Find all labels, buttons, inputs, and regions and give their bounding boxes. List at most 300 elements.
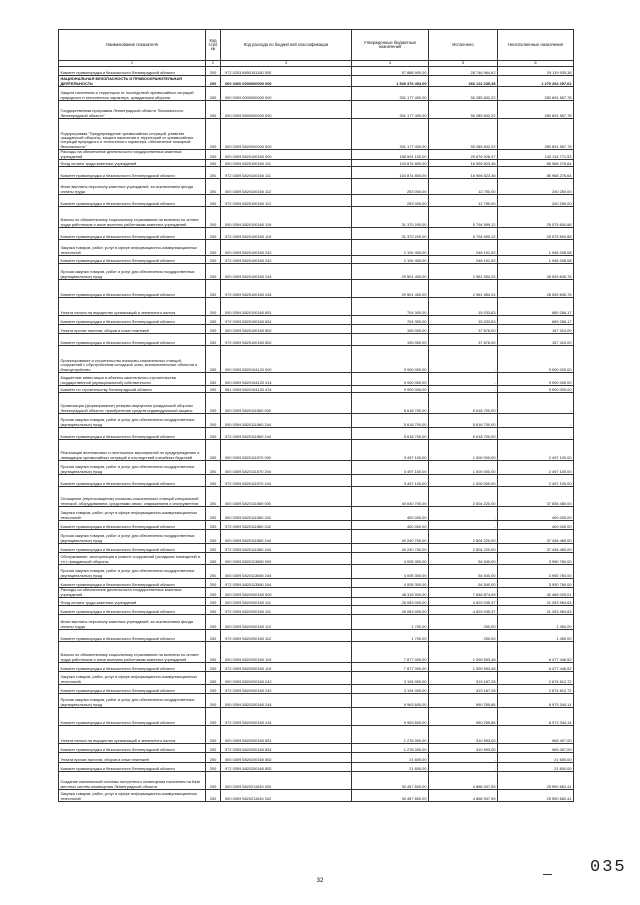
cell-approved: 9 900 000,00 — [352, 346, 429, 373]
cell-approved: 168 591 100,00 — [352, 150, 429, 160]
cell-line-code: 200 — [206, 487, 221, 507]
cell-approved: 3 194 000,00 — [352, 685, 429, 694]
cell-unexecuted: 25 590 662,41 — [498, 772, 574, 790]
cell-approved: 7 877 000,00 — [352, 663, 429, 672]
cell-executed: 5 794 599,12 — [429, 228, 498, 240]
cell-executed: 4 829 035,37 — [429, 606, 498, 615]
table-row — [59, 642, 574, 663]
column-number: 4 — [352, 61, 429, 67]
cell-indicator-name: Комитет правопорядка и безопасности Ленинградской области — [59, 475, 206, 487]
table-row — [59, 414, 574, 428]
cell-line-code: 200 — [206, 87, 221, 101]
cell-indicator-name: Закупка товаров, работ, услуг в сфере информационно-коммуникационных технологий — [59, 507, 206, 521]
cell-line-code: 200 — [206, 588, 221, 598]
cell-line-code: 200 — [206, 606, 221, 615]
page-number: 32 — [316, 878, 324, 884]
cell-approved: 29 501 400,00 — [352, 280, 429, 298]
cell-indicator-name: Комитет правопорядка и безопасности Ленинградской области — [59, 256, 206, 264]
cell-unexecuted: 2 497 100,00 — [498, 475, 574, 487]
cell-executed: 246 191,92 — [429, 256, 498, 264]
cell-budget-code: 972 0309 5820100160 119 — [221, 228, 352, 240]
cell-budget-code: 000 0309 5820100160 111 — [221, 160, 352, 167]
cell-indicator-name: Комитет правопорядка и безопасности Ленинградской области — [59, 428, 206, 440]
cell-approved: 4 005 300,00 — [352, 565, 429, 579]
table-row — [59, 67, 574, 76]
cell-indicator-name: Прочая закупка товаров, работ и услуг для обеспечения государственных (муниципальных) нужд — [59, 694, 206, 708]
cell-line-code: 200 — [206, 325, 221, 334]
cell-approved: 3 497 100,00 — [352, 461, 429, 475]
cell-approved: 40 240 700,00 — [352, 530, 429, 544]
cell-executed: 2 804 220,00 — [429, 544, 498, 553]
table-row — [59, 167, 574, 179]
cell-line-code: 200 — [206, 228, 221, 240]
cell-executed: 310 593,00 — [429, 744, 498, 753]
cell-indicator-name: Подпрограмма "Предупреждение чрезвычайных ситуаций, развитие гражданской обороны, защита населения и территорий от чрезвычайных ситуаций природного и техногенного характера, обеспечение пожарной безопасности" — [59, 119, 206, 150]
table-row — [59, 521, 574, 530]
table-body — [59, 67, 574, 802]
cell-budget-code: 000 0309 5820100160 244 — [221, 264, 352, 280]
cell-line-code: 200 — [206, 119, 221, 150]
table-row — [59, 685, 574, 694]
cell-unexecuted: 26 539 845,76 — [498, 264, 574, 280]
column-number: 1 — [59, 61, 206, 67]
cell-approved: 31 370 200,00 — [352, 207, 429, 228]
table-row — [59, 87, 574, 101]
cell-approved: 4 005 300,00 — [352, 553, 429, 565]
cell-executed: 250,00 — [429, 630, 498, 642]
cell-line-code: 200 — [206, 553, 221, 565]
cell-line-code: 200 — [206, 753, 221, 763]
cell-budget-code: 000 0309 0000000000 000 — [221, 87, 352, 101]
cell-executed: 1 399 553,48 — [429, 642, 498, 663]
cell-executed: 16 906 523,36 — [429, 160, 498, 167]
cell-approved: 31 370 200,00 — [352, 228, 429, 240]
cell-approved: 9 963 600,00 — [352, 708, 429, 726]
table-row — [59, 150, 574, 160]
cell-unexecuted: 1 946 208,08 — [498, 240, 574, 256]
cell-approved: 1 276 000,00 — [352, 744, 429, 753]
cell-budget-code: 000 0309 5820100160 119 — [221, 207, 352, 228]
cell-executed: 50 285 832,22 — [429, 87, 498, 101]
cell-unexecuted: 9 900 000,00 — [498, 386, 574, 393]
table-row — [59, 663, 574, 672]
cell-approved: 253 000,00 — [352, 179, 429, 195]
cell-indicator-name: Комитет правопорядка и безопасности Ленинградской области — [59, 685, 206, 694]
cell-approved: 103 874 800,00 — [352, 167, 429, 179]
cell-approved: 9 900 000,00 — [352, 386, 429, 393]
cell-approved: 400 000,00 — [352, 521, 429, 530]
cell-budget-code: 000 0309 5820100160 112 — [221, 179, 352, 195]
cell-budget-code: 000 0309 5820211540 242 — [221, 790, 352, 802]
cell-line-code: 200 — [206, 393, 221, 414]
table-row — [59, 744, 574, 753]
cell-approved: 1 545 376 493,00 — [352, 76, 429, 87]
cell-approved: 7 877 000,00 — [352, 642, 429, 663]
cell-budget-code: 000 0309 5820200160 242 — [221, 672, 352, 685]
cell-approved: 4 005 300,00 — [352, 579, 429, 588]
cell-indicator-name: Прочая закупка товаров, работ и услуг для обеспечения государственных (муниципальных) нужд — [59, 461, 206, 475]
budget-execution-report — [58, 29, 573, 802]
cell-indicator-name: Взносы по обязательному социальному страхованию на выплаты по оплате труда работников и иные выплаты работникам казенных учреждений — [59, 207, 206, 228]
table-row — [59, 440, 574, 461]
cell-indicator-name: Уплата прочих налогов, сборов и иных платежей — [59, 753, 206, 763]
cell-line-code: 200 — [206, 67, 221, 76]
table-row — [59, 428, 574, 440]
cell-unexecuted: 965 407,00 — [498, 744, 574, 753]
cell-line-code: 200 — [206, 101, 221, 119]
cell-line-code: 200 — [206, 195, 221, 207]
cell-line-code: 200 — [206, 179, 221, 195]
cell-approved: 2 192 400,00 — [352, 256, 429, 264]
header-executed: Исполнено — [429, 30, 498, 61]
table-row — [59, 672, 574, 685]
cell-budget-code: 000 0309 5820104120 000 — [221, 346, 352, 373]
cell-indicator-name: Взносы по обязательному социальному страхованию на выплаты по оплате труда работников и иные выплаты работникам казенных учреждений — [59, 642, 206, 663]
cell-unexecuted: 1 279 254 257,62 — [498, 76, 574, 87]
cell-budget-code: 972 0309 5820200160 852 — [221, 763, 352, 772]
table-row — [59, 487, 574, 507]
cell-unexecuted: 1 946 208,08 — [498, 256, 574, 264]
table-row — [59, 316, 574, 325]
header-approved: Утвержденные бюджетные назначения — [352, 30, 429, 61]
table-row — [59, 565, 574, 579]
cell-executed: 16 906 523,36 — [429, 167, 498, 179]
cell-budget-code: 000 0309 5820111560 244 — [221, 414, 352, 428]
cell-indicator-name: Комитет по строительству Ленинградской области — [59, 386, 206, 393]
cell-budget-code: 000 0309 5820113580 244 — [221, 565, 352, 579]
cell-unexecuted: 2 874 812,72 — [498, 685, 574, 694]
cell-budget-code: 000 0309 5820111570 244 — [221, 461, 352, 475]
cell-executed: - — [429, 373, 498, 386]
cell-approved: 331 177 400,00 — [352, 119, 429, 150]
table-row — [59, 264, 574, 280]
cell-budget-code: 972 0309 5820111560 244 — [221, 428, 352, 440]
cell-line-code: 200 — [206, 772, 221, 790]
cell-budget-code: 000 0309 5820111580 242 — [221, 507, 352, 521]
cell-indicator-name: Иные выплаты персоналу казенных учреждений, за исключением фонда оплаты труда — [59, 615, 206, 630]
cell-approved: 253 000,00 — [352, 195, 429, 207]
cell-unexecuted: 400 000,00 — [498, 507, 574, 521]
cell-unexecuted: 2 497 100,00 — [498, 440, 574, 461]
table-row — [59, 240, 574, 256]
cell-indicator-name: Комитет правопорядка и безопасности Ленинградской области — [59, 334, 206, 346]
table-row — [59, 160, 574, 167]
cell-executed: 5 618 700,00 — [429, 414, 498, 428]
table-row — [59, 606, 574, 615]
column-number: 2 — [206, 61, 221, 67]
cell-executed: 319 187,28 — [429, 685, 498, 694]
cell-unexecuted: 9 900 000,00 — [498, 346, 574, 373]
cell-unexecuted: 86 968 276,64 — [498, 167, 574, 179]
cell-unexecuted: 240 250,00 — [498, 195, 574, 207]
cell-indicator-name: Комитет правопорядка и безопасности Ленинградской области — [59, 606, 206, 615]
cell-indicator-name: Бюджетные инвестиции в объекты капитального строительства государственной (муниципальной) собственности — [59, 373, 206, 386]
cell-indicator-name: Комитет правопорядка и безопасности Ленинградской области — [59, 744, 206, 753]
table-row — [59, 461, 574, 475]
table-row — [59, 346, 574, 373]
cell-approved: 40 640 700,00 — [352, 487, 429, 507]
cell-approved: 400 000,00 — [352, 507, 429, 521]
cell-indicator-name: Комитет правопорядка и безопасности Ленинградской области — [59, 663, 206, 672]
cell-executed: 37 676,00 — [429, 325, 498, 334]
cell-budget-code: 961 0309 5820104120 414 — [221, 386, 352, 393]
cell-unexecuted: 1 450,00 — [498, 630, 574, 642]
header-unexecuted: Неисполненные назначения — [498, 30, 574, 61]
cell-line-code: 200 — [206, 264, 221, 280]
cell-executed: 1 000 000,00 — [429, 440, 498, 461]
cell-indicator-name: Организация (формирование) резерва имущества гражданской обороны Ленинградской области, приобретение средств индивидуальной защиты — [59, 393, 206, 414]
header-line-code: Код стро ки — [206, 30, 221, 61]
cell-approved: 26 083 000,00 — [352, 606, 429, 615]
cell-indicator-name: Расходы на обеспечение деятельности государственных казенных учреждений — [59, 150, 206, 160]
cell-budget-code: 972 0309 5820200160 242 — [221, 685, 352, 694]
column-number: 6 — [498, 61, 574, 67]
cell-indicator-name: Комитет правопорядка и безопасности Ленинградской области — [59, 521, 206, 530]
cell-executed: 15 033,83 — [429, 316, 498, 325]
cell-line-code: 200 — [206, 240, 221, 256]
table-row — [59, 726, 574, 744]
cell-line-code: 200 — [206, 150, 221, 160]
cell-unexecuted: 21 600,00 — [498, 753, 574, 763]
cell-approved: 2 192 400,00 — [352, 240, 429, 256]
table-row — [59, 507, 574, 521]
cell-executed: 2 961 554,24 — [429, 280, 498, 298]
cell-indicator-name: Уплата прочих налогов, сборов и иных платежей — [59, 325, 206, 334]
cell-indicator-name: Комитет правопорядка и безопасности Ленинградской области — [59, 167, 206, 179]
cell-indicator-name: Реализация внеплановых и неотложных мероприятий по предупреждению и ликвидации чрезвычайных ситуаций и последствий стихийных бедствий — [59, 440, 206, 461]
cell-unexecuted: 21 600,00 — [498, 763, 574, 772]
table-row — [59, 553, 574, 565]
cell-budget-code: 000 0309 5820200160 244 — [221, 694, 352, 708]
cell-approved: 26 083 000,00 — [352, 598, 429, 606]
cell-indicator-name: Фонд оплаты труда казенных учреждений — [59, 160, 206, 167]
table-row — [59, 280, 574, 298]
cell-unexecuted: 157 324,00 — [498, 325, 574, 334]
cell-line-code: 200 — [206, 207, 221, 228]
cell-line-code: 200 — [206, 428, 221, 440]
cell-unexecuted: 689 266,17 — [498, 316, 574, 325]
cell-line-code: 200 — [206, 763, 221, 772]
cell-unexecuted: 2 874 812,72 — [498, 672, 574, 685]
cell-line-code: 200 — [206, 615, 221, 630]
cell-approved: 30 457 600,00 — [352, 790, 429, 802]
table-row — [59, 588, 574, 598]
cell-executed: 5 618 700,00 — [429, 393, 498, 414]
cell-budget-code: 000 0309 5820200160 851 — [221, 726, 352, 744]
table-row — [59, 298, 574, 316]
cell-line-code: 200 — [206, 280, 221, 298]
cell-line-code: 200 — [206, 373, 221, 386]
table-row — [59, 790, 574, 802]
cell-line-code: 200 — [206, 708, 221, 726]
cell-approved: 5 618 700,00 — [352, 414, 429, 428]
cell-executed: 1 000 000,00 — [429, 461, 498, 475]
cell-budget-code: 972 0309 5820200160 112 — [221, 630, 352, 642]
table-row — [59, 334, 574, 346]
cell-indicator-name: Проектирование и строительство поисково-спасательных станций, сооружений с обустройством складской зоны, вспомогательных объектов и благоустройство — [59, 346, 206, 373]
cell-budget-code: 000 0309 5820200160 000 — [221, 588, 352, 598]
cell-indicator-name: НАЦИОНАЛЬНАЯ БЕЗОПАСНОСТЬ И ПРАВООХРАНИТЕЛЬНАЯ ДЕЯТЕЛЬНОСТЬ — [59, 76, 206, 87]
cell-unexecuted: 37 836 480,00 — [498, 487, 574, 507]
table-row — [59, 179, 574, 195]
cell-budget-code: 972 0309 5820111570 244 — [221, 475, 352, 487]
cell-unexecuted: 3 950 760,00 — [498, 565, 574, 579]
table-row — [59, 393, 574, 414]
cell-approved: 48 316 900,00 — [352, 588, 429, 598]
cell-budget-code: 972 0203 6890151180 530 — [221, 67, 352, 76]
cell-indicator-name: Комитет правопорядка и безопасности Ленинградской области — [59, 708, 206, 726]
cell-line-code: 200 — [206, 76, 221, 87]
cell-unexecuted: 21 253 964,63 — [498, 598, 574, 606]
cell-indicator-name: Обслуживание, эксплуатация и ремонт сооружений (складских помещений и т.п.) гражданской обороны — [59, 553, 206, 565]
cell-executed: 50 285 832,22 — [429, 101, 498, 119]
cell-budget-code: 000 0309 5820111580 244 — [221, 530, 352, 544]
cell-approved: 5 618 700,00 — [352, 428, 429, 440]
cell-budget-code: 972 0309 5820100160 242 — [221, 256, 352, 264]
cell-indicator-name: Фонд оплаты труда казенных учреждений — [59, 598, 206, 606]
stamp-dash — [543, 874, 552, 875]
cell-line-code: 200 — [206, 598, 221, 606]
table-row — [59, 373, 574, 386]
cell-executed: 4 866 937,59 — [429, 790, 498, 802]
cell-approved: 3 497 100,00 — [352, 475, 429, 487]
cell-unexecuted: 240 250,00 — [498, 179, 574, 195]
table-row — [59, 694, 574, 708]
cell-unexecuted: 3 950 760,00 — [498, 553, 574, 565]
table-row — [59, 579, 574, 588]
cell-indicator-name: Расходы на обеспечение деятельности государственных казенных учреждений — [59, 588, 206, 598]
cell-line-code: 200 — [206, 521, 221, 530]
cell-executed: 250,00 — [429, 615, 498, 630]
cell-executed: 12 750,00 — [429, 179, 498, 195]
table-row — [59, 598, 574, 606]
table-row — [59, 544, 574, 553]
cell-budget-code: 000 0309 5820104120 414 — [221, 373, 352, 386]
cell-indicator-name: Прочая закупка товаров, работ и услуг для обеспечения государственных (муниципальных) нужд — [59, 530, 206, 544]
cell-budget-code: 000 0309 5820200160 852 — [221, 753, 352, 763]
cell-budget-code: 972 0309 5820100160 111 — [221, 167, 352, 179]
cell-budget-code: 000 0309 5820100160 852 — [221, 325, 352, 334]
cell-line-code: 200 — [206, 160, 221, 167]
cell-unexecuted: 8 973 344,14 — [498, 708, 574, 726]
cell-executed: - — [429, 507, 498, 521]
cell-unexecuted: 40 468 025,01 — [498, 588, 574, 598]
table-row — [59, 530, 574, 544]
cell-indicator-name: Прочая закупка товаров, работ и услуг для обеспечения государственных (муниципальных) нужд — [59, 565, 206, 579]
cell-unexecuted: 6 477 446,52 — [498, 663, 574, 672]
cell-line-code: 200 — [206, 298, 221, 316]
cell-budget-code: 972 0309 5820113580 244 — [221, 579, 352, 588]
cell-executed: 1 399 553,48 — [429, 663, 498, 672]
cell-executed: 266 122 235,38 — [429, 76, 498, 87]
cell-approved: 331 177 400,00 — [352, 87, 429, 101]
cell-indicator-name: Создание комплексной системы экстренного оповещения населения на базе местных систем оповещения Ленинградской области — [59, 772, 206, 790]
cell-indicator-name: Закупка товаров, работ, услуг в сфере информационно-коммуникационных технологий — [59, 672, 206, 685]
cell-indicator-name: Комитет правопорядка и безопасности Ленинградской области — [59, 228, 206, 240]
cell-budget-code: 972 0309 5820100160 852 — [221, 334, 352, 346]
cell-unexecuted: 1 450,00 — [498, 615, 574, 630]
cell-indicator-name: Уплата налога на имущество организаций и земельного налога — [59, 298, 206, 316]
cell-unexecuted: 142 114 771,53 — [498, 150, 574, 160]
cell-line-code: 200 — [206, 744, 221, 753]
cell-unexecuted: 26 539 845,76 — [498, 280, 574, 298]
cell-unexecuted: - — [498, 414, 574, 428]
cell-unexecuted: 3 950 760,00 — [498, 579, 574, 588]
cell-budget-code: 000 0309 5820111570 000 — [221, 440, 352, 461]
cell-executed: 28 746 964,62 — [429, 67, 498, 76]
cell-approved: 40 240 700,00 — [352, 544, 429, 553]
cell-approved: 1 700,00 — [352, 630, 429, 642]
cell-budget-code: 972 0309 5820100160 851 — [221, 316, 352, 325]
cell-approved: 331 177 400,00 — [352, 101, 429, 119]
cell-line-code: 200 — [206, 414, 221, 428]
cell-line-code: 200 — [206, 461, 221, 475]
cell-unexecuted: 280 891 567,78 — [498, 119, 574, 150]
cell-line-code: 200 — [206, 316, 221, 325]
cell-approved: 30 457 600,00 — [352, 772, 429, 790]
cell-budget-code: 972 0309 5820100160 244 — [221, 280, 352, 298]
cell-unexecuted: 37 436 480,00 — [498, 544, 574, 553]
table-row — [59, 630, 574, 642]
cell-executed: 990 255,86 — [429, 708, 498, 726]
cell-approved: 3 194 000,00 — [352, 672, 429, 685]
cell-approved: 21 600,00 — [352, 753, 429, 763]
cell-line-code: 200 — [206, 475, 221, 487]
cell-executed: 1 000 000,00 — [429, 475, 498, 487]
cell-budget-code: 000 0309 5820100160 851 — [221, 298, 352, 316]
cell-budget-code: 000 0309 5820211540 000 — [221, 772, 352, 790]
cell-line-code: 200 — [206, 334, 221, 346]
cell-approved: 9 900 000,00 — [352, 373, 429, 386]
cell-unexecuted: - — [498, 393, 574, 414]
cell-approved: 103 874 800,00 — [352, 160, 429, 167]
cell-line-code: 200 — [206, 565, 221, 579]
cell-unexecuted: 25 590 662,41 — [498, 790, 574, 802]
cell-line-code: 200 — [206, 663, 221, 672]
cell-budget-code: 972 0309 5820200160 111 — [221, 606, 352, 615]
cell-executed: 5 794 599,12 — [429, 207, 498, 228]
cell-unexecuted: 25 575 600,88 — [498, 228, 574, 240]
cell-line-code: 200 — [206, 440, 221, 461]
cell-unexecuted: 29 119 935,38 — [498, 67, 574, 76]
cell-unexecuted: - — [498, 428, 574, 440]
table-row — [59, 228, 574, 240]
cell-indicator-name: Иные выплаты персоналу казенных учреждений, за исключением фонда оплаты труда — [59, 179, 206, 195]
cell-approved: 195 000,00 — [352, 325, 429, 334]
table-row — [59, 475, 574, 487]
table-row — [59, 207, 574, 228]
cell-executed: 310 593,00 — [429, 726, 498, 744]
cell-executed: - — [429, 753, 498, 763]
cell-executed: 50 285 832,22 — [429, 119, 498, 150]
cell-approved: 1 700,00 — [352, 615, 429, 630]
cell-line-code: 200 — [206, 672, 221, 685]
cell-line-code: 200 — [206, 530, 221, 544]
table-row — [59, 615, 574, 630]
cell-executed: 37 676,00 — [429, 334, 498, 346]
cell-indicator-name: Комитет правопорядка и безопасности Ленинградской области — [59, 195, 206, 207]
cell-executed: 2 961 554,24 — [429, 264, 498, 280]
cell-budget-code: 000 0309 5820100160 000 — [221, 150, 352, 160]
cell-indicator-name: Прочая закупка товаров, работ и услуг для обеспечения государственных (муниципальных) нужд — [59, 264, 206, 280]
cell-budget-code: 000 0309 5820200160 119 — [221, 642, 352, 663]
cell-executed: - — [429, 763, 498, 772]
table-row — [59, 101, 574, 119]
cell-approved: 9 963 600,00 — [352, 694, 429, 708]
cell-unexecuted: 21 253 964,63 — [498, 606, 574, 615]
cell-executed: 54 540,00 — [429, 553, 498, 565]
cell-indicator-name: Комитет правопорядка и безопасности Ленинградской области — [59, 67, 206, 76]
